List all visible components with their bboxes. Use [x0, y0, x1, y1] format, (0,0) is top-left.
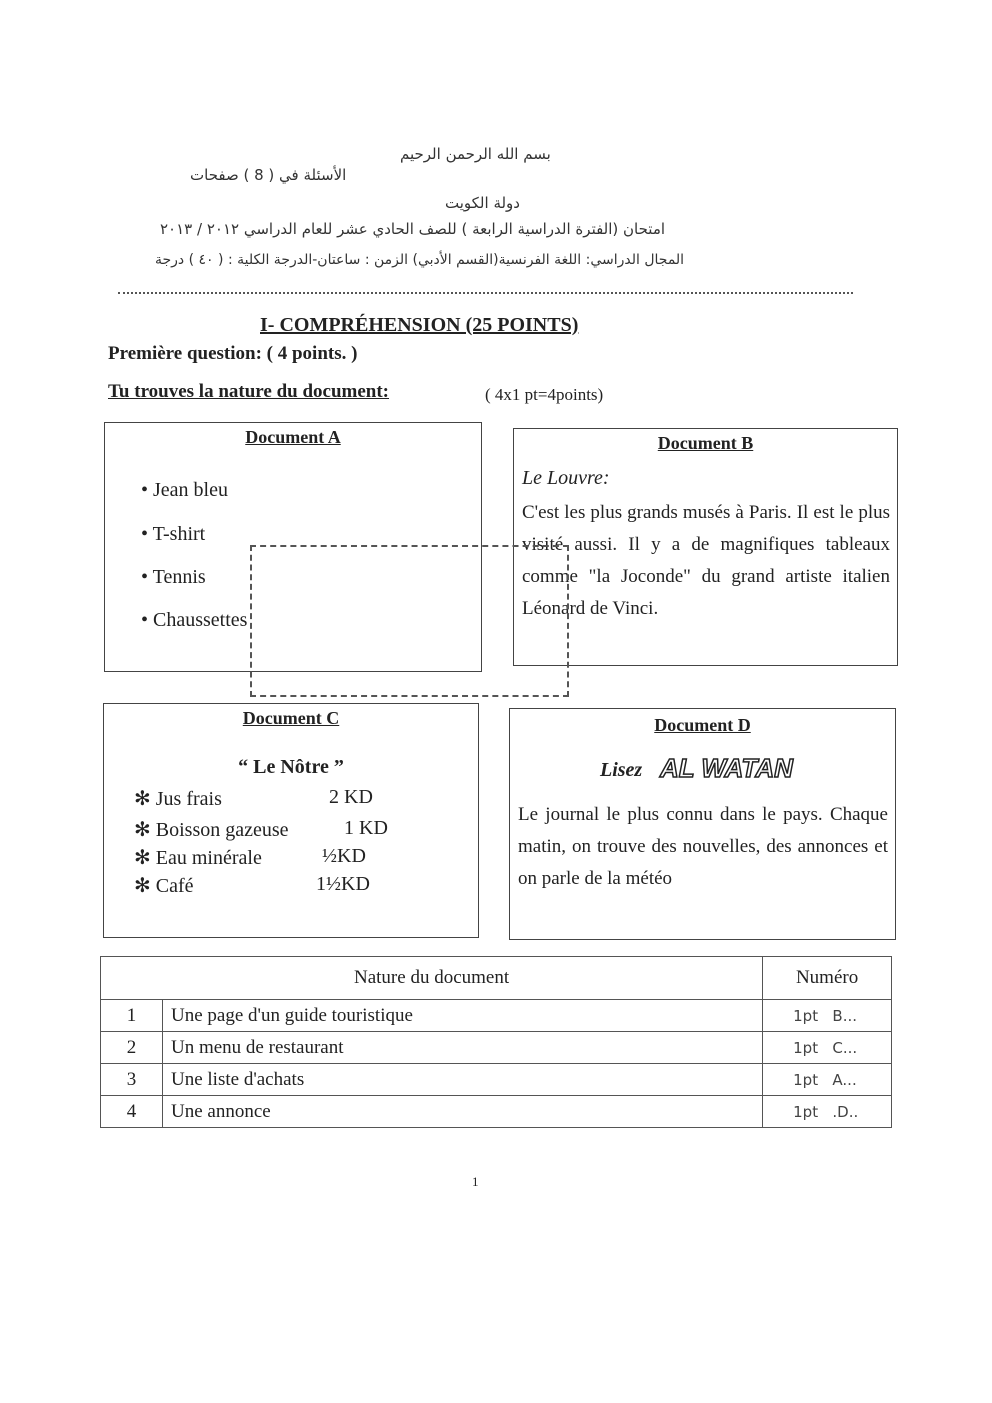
document-c — [103, 703, 479, 938]
restaurant-name: “ Le Nôtre ” — [238, 756, 344, 778]
document-d — [509, 708, 896, 940]
doc-d-title: Document D — [654, 715, 751, 735]
question: Première question: ( 4 points. ) — [108, 343, 358, 364]
menu-item: ✻ Jus frais — [134, 788, 222, 810]
menu-price: 2 KD — [329, 786, 373, 808]
doc-b-subtitle: Le Louvre: — [522, 467, 610, 489]
doc-d-text: Le journal le plus connu dans le pays. Chaque matin, on trouve des nouvelles, des annonces et on parle de la météo — [518, 804, 888, 889]
list-item: • Chaussettes — [141, 609, 248, 631]
country: دولة الكويت — [445, 194, 520, 212]
divider — [118, 292, 853, 294]
section-title: I- COMPRÉHENSION (25 POINTS) — [260, 314, 579, 336]
answer-field[interactable]: .D.. — [832, 1102, 859, 1121]
instruction: Tu trouves la nature du document: — [108, 381, 390, 402]
school-stamp — [250, 545, 569, 697]
answer-table — [100, 956, 892, 1128]
list-item: • T-shirt — [141, 523, 206, 545]
menu-price: ½KD — [322, 845, 366, 867]
lisez-label: Lisez — [600, 759, 643, 781]
document-b — [513, 428, 898, 666]
table-row: 3 Une liste d'achats 1pt A... — [101, 1064, 892, 1096]
list-item: • Jean bleu — [141, 479, 228, 501]
table-row: 1 Une page d'un guide touristique 1pt B... — [101, 1000, 892, 1032]
menu-item: ✻ Café — [134, 875, 194, 897]
doc-b-title: Document B — [657, 433, 754, 453]
doc-a-title: Document A — [245, 427, 341, 447]
answer-field[interactable]: C... — [832, 1038, 858, 1057]
table-row: 2 Un menu de restaurant 1pt C... — [101, 1032, 892, 1064]
menu-item: ✻ Eau minérale — [134, 847, 262, 869]
basmala: بسم الله الرحمن الرحيم — [400, 145, 551, 163]
menu-item: ✻ Boisson gazeuse — [134, 819, 289, 841]
answer-field[interactable]: A... — [832, 1070, 857, 1089]
points: ( 4x1 pt=4points) — [485, 385, 604, 404]
table-row: 4 Une annonce 1pt .D.. — [101, 1096, 892, 1128]
subject-line: المجال الدراسي: اللغة الفرنسية(القسم الأدبي) الزمن : ساعتان-الدرجة الكلية : ( ٤٠ ) درجة — [155, 252, 685, 268]
doc-c-title: Document C — [242, 708, 340, 728]
newspaper-logo: AL WATAN — [660, 753, 793, 783]
page-number: 1 — [472, 1174, 479, 1189]
pages-count: الأسئلة في ( 8 ) صفحات — [190, 166, 347, 184]
list-item: • Tennis — [141, 566, 206, 588]
header-nature: Nature du document — [101, 957, 763, 1000]
answer-field[interactable]: B... — [832, 1006, 858, 1025]
header-numero: Numéro — [763, 957, 892, 1000]
exam-title: امتحان (الفترة الدراسية الرابعة ) للصف الحادي عشر للعام الدراسي ٢٠١٢ / ٢٠١٣ — [160, 220, 666, 238]
menu-price: 1 KD — [344, 817, 388, 839]
doc-b-text: C'est les plus grands musés à Paris. Il est le plus visité aussi. Il y a de magnifiques tableaux comme "la Joconde" du grand artiste italien Léonard de Vinci. — [522, 502, 890, 619]
menu-price: 1½KD — [316, 873, 370, 895]
